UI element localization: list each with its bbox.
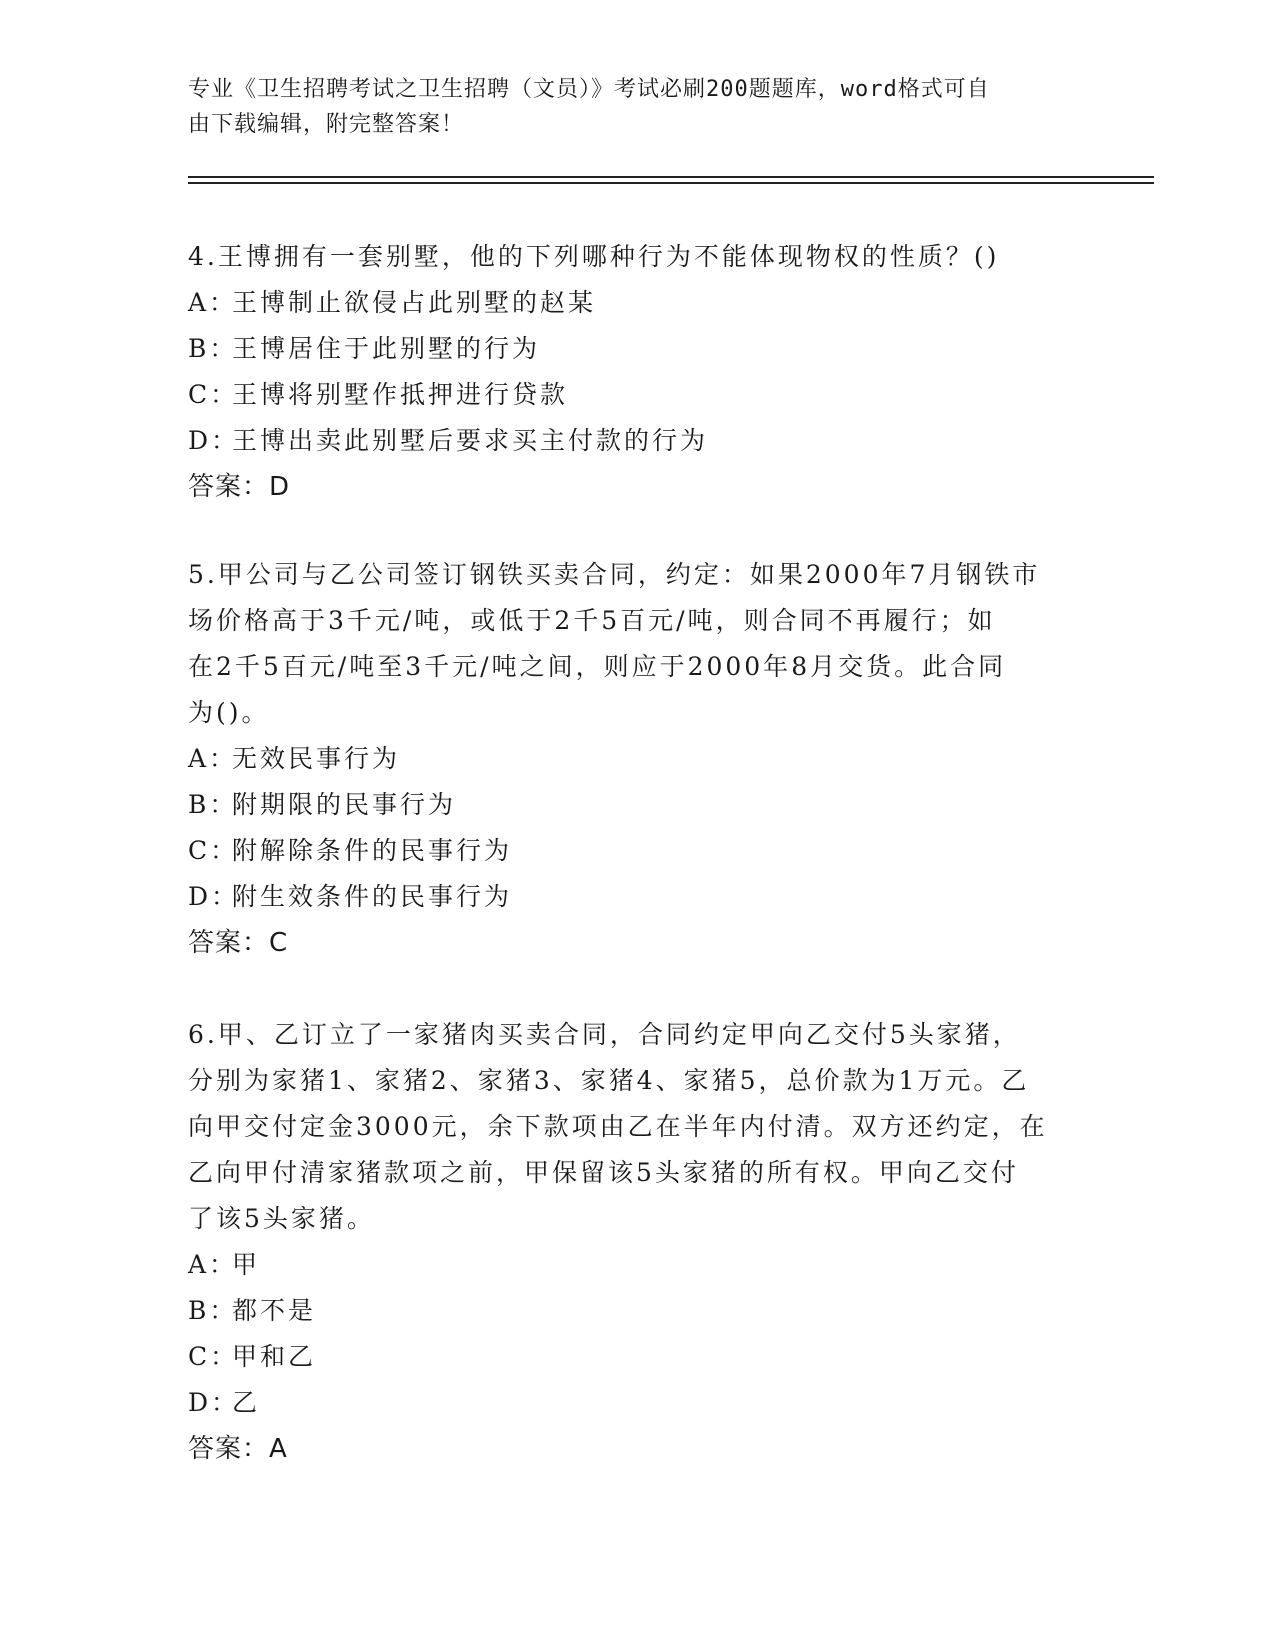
header-line-2: 由下载编辑，附完整答案！ [188, 112, 465, 137]
question-4 [188, 234, 1088, 510]
option-letter: B： [188, 1296, 238, 1325]
option-text: 王博出卖此别墅后要求买主付款的行为 [232, 426, 709, 455]
option-letter: B： [188, 334, 238, 363]
option-a [188, 736, 1088, 782]
option-text: 附解除条件的民事行为 [232, 836, 513, 865]
option-a [188, 280, 1088, 326]
option-b [188, 1288, 1088, 1334]
question-stem-line: 分别为家猪1、家猪2、家猪3、家猪4、家猪5，总价款为1万元。乙 [188, 1066, 1030, 1095]
question-stem-line: 乙向甲付清家猪款项之前，甲保留该5头家猪的所有权。甲向乙交付 [188, 1158, 1019, 1187]
question-stem-line: 在2千5百元/吨至3千元/吨之间，则应于2000年8月交货。此合同 [188, 652, 1007, 681]
option-d [188, 874, 1088, 920]
header-line-1: 专业《卫生招聘考试之卫生招聘（文员）》考试必刷200题题库，word格式可自 [188, 77, 990, 102]
option-letter: C： [188, 836, 239, 865]
question-stem-line: 为()。 [188, 698, 270, 727]
question-6 [188, 1012, 1088, 1472]
option-c [188, 372, 1088, 418]
option-letter: D： [188, 426, 240, 455]
option-letter: A： [188, 1250, 238, 1279]
option-text: 甲和乙 [232, 1342, 317, 1371]
option-d [188, 1380, 1088, 1426]
question-stem-line: 5.甲公司与乙公司签订钢铁买卖合同，约定：如果2000年7月钢铁市 [188, 560, 1041, 589]
question-5 [188, 552, 1088, 966]
option-c [188, 828, 1088, 874]
question-stem-line: 向甲交付定金3000元，余下款项由乙在半年内付清。双方还约定，在 [188, 1112, 1048, 1141]
option-b [188, 326, 1088, 372]
option-letter: A： [188, 744, 238, 773]
answer-line: 答案：A [188, 1434, 288, 1464]
option-letter: D： [188, 882, 240, 911]
option-text: 附生效条件的民事行为 [232, 882, 513, 911]
option-b [188, 782, 1088, 828]
header-divider-top [188, 176, 1154, 178]
option-text: 王博制止欲侵占此别墅的赵某 [232, 288, 597, 317]
answer-line: 答案：C [188, 928, 289, 958]
header-divider-bottom [188, 182, 1154, 184]
option-letter: B： [188, 790, 238, 819]
question-stem-line: 4.王博拥有一套别墅，他的下列哪种行为不能体现物权的性质？() [188, 242, 1000, 271]
option-letter: C： [188, 380, 239, 409]
option-letter: C： [188, 1342, 239, 1371]
option-text: 王博居住于此别墅的行为 [232, 334, 541, 363]
answer-line: 答案：D [188, 472, 291, 502]
document-header [188, 72, 1088, 142]
option-c [188, 1334, 1088, 1380]
question-stem-line: 场价格高于3千元/吨，或低于2千5百元/吨，则合同不再履行；如 [188, 606, 996, 635]
option-text: 甲 [232, 1250, 261, 1279]
option-text: 无效民事行为 [232, 744, 401, 773]
option-text: 乙 [232, 1388, 261, 1417]
question-stem-line: 6.甲、乙订立了一家猪肉买卖合同，合同约定甲向乙交付5头家猪， [188, 1020, 1021, 1049]
option-text: 附期限的民事行为 [232, 790, 457, 819]
option-letter: A： [188, 288, 238, 317]
option-a [188, 1242, 1088, 1288]
option-letter: D： [188, 1388, 240, 1417]
question-stem-line: 了该5头家猪。 [188, 1204, 375, 1233]
option-text: 王博将别墅作抵押进行贷款 [232, 380, 569, 409]
option-text: 都不是 [232, 1296, 317, 1325]
option-d [188, 418, 1088, 464]
